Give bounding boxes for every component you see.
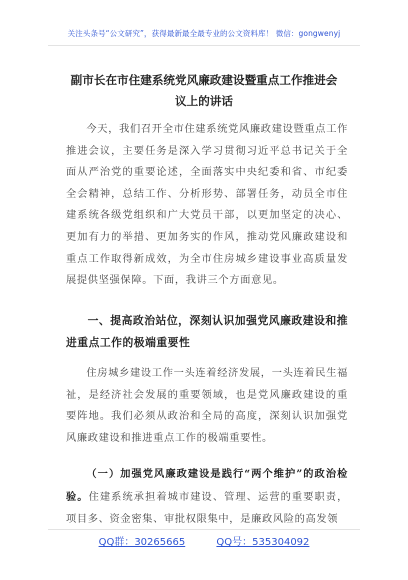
- subsection-1-heading: （一）加强党风廉政建设是践行“两个维护”的政治检验。: [66, 468, 348, 503]
- header-divider: [48, 45, 360, 46]
- footer-divider: [48, 529, 360, 530]
- qq-group-link[interactable]: QQ群：30265665: [98, 537, 186, 548]
- intro-paragraph: 今天，我们召开全市住建系统党风廉政建设暨重点工作推进会议，主要任务是深入学习贯彻习近平总书记关于全面从严治党的重要论述，全面落实中央纪委和省、市纪委全会精神，总结工作、分析形势、部署任务，动员全市住建系统各级党组织和广大党员干部，以更加坚定的决心、更加有力的举措、更加务实的作风，推动党风廉政建设和重点工作取得新成效，为全市住房城乡建设事业高质量发展提供坚强保障。下面，我讲三个方面意见。: [66, 124, 348, 287]
- footer: [0, 533, 408, 548]
- section-heading-1: 一、提高政治站位，深刻认识加强党风廉政建设和推进重点工作的极端重要性: [66, 314, 348, 349]
- document-title: 副市长在市住建系统党风廉政建设暨重点工作推进会议上的讲话: [70, 73, 338, 108]
- subsection-1-text: 住建系统承担着城市建设、管理、运营的重要职责，项目多、资金密集、审批权限集中，是廉政风险的高发领: [66, 492, 348, 525]
- subsection-1-paragraph: [66, 463, 348, 531]
- qq-number-link[interactable]: QQ号：535304092: [216, 537, 310, 548]
- header-banner: 关注头条号“公文研究”，获得最新最全最专业的公文资料库！ 微信：gongwenyj: [67, 29, 341, 38]
- section-1-paragraph: 住房城乡建设工作一头连着经济发展，一头连着民生福祉，是经济社会发展的重要领域，也是党风廉政建设的重要阵地。我们必须从政治和全局的高度，深刻认识加强党风廉政建设和推进重点工作的极端重要性。: [66, 368, 348, 444]
